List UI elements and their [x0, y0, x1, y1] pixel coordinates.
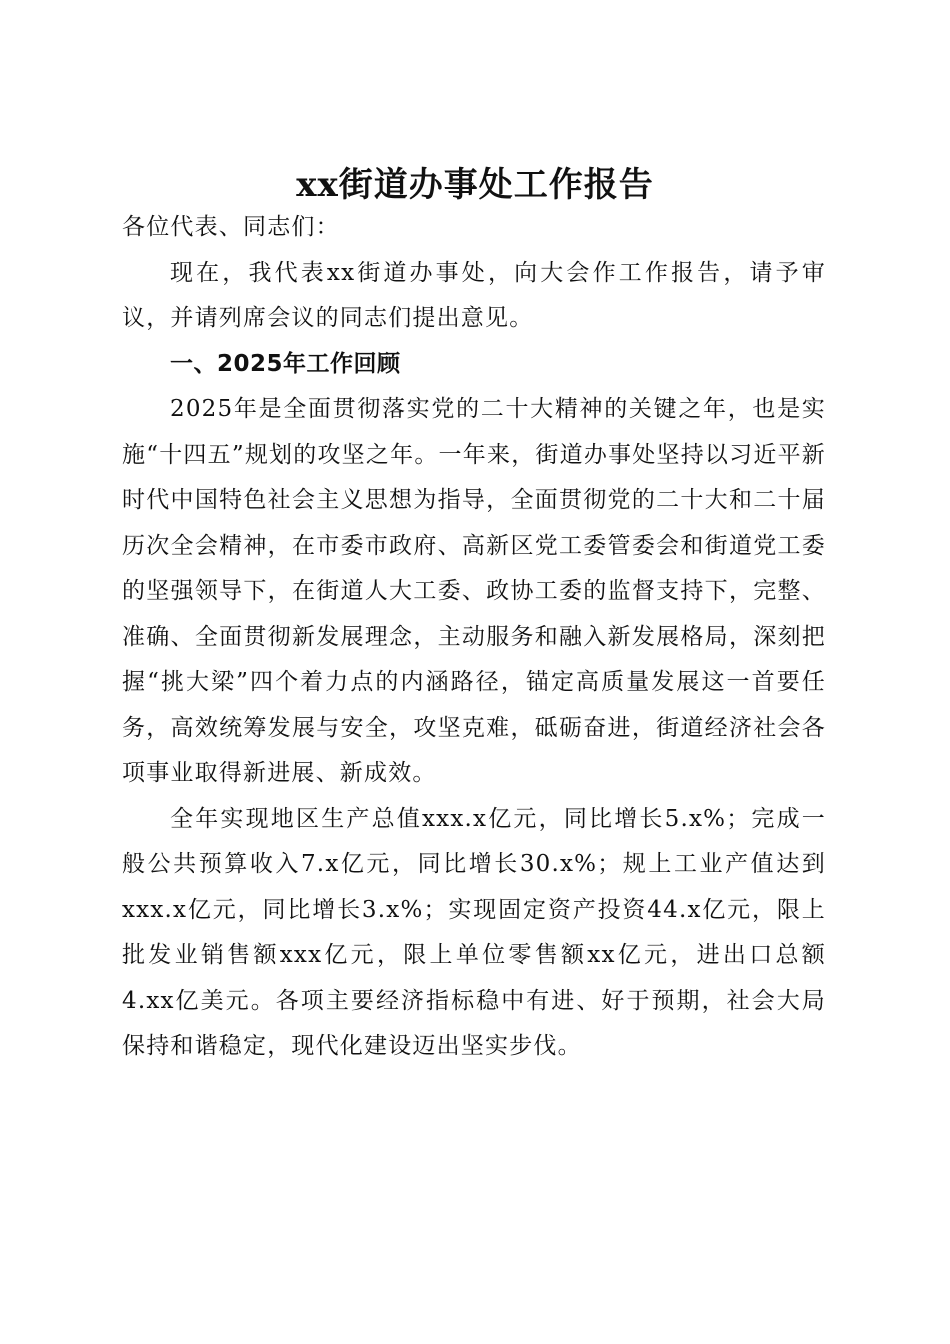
- section-heading: 一、2025年工作回顾: [170, 350, 401, 377]
- document-body: [122, 205, 826, 1070]
- intro-paragraph: 现在，我代表xx街道办事处，向大会作工作报告，请予审议，并请列席会议的同志们提出意见。: [122, 259, 826, 331]
- salutation: 各位代表、同志们：: [122, 214, 340, 240]
- document-title: xx街道办事处工作报告: [296, 164, 654, 205]
- economic-indicators-paragraph: 全年实现地区生产总值xxx.x亿元，同比增长5.x%；完成一般公共预算收入7.x亿元，同比增长30.x%；规上工业产值达到xxx.x亿元，同比增长3.x%；实现固定资产投资44.x亿元，限上批发业销售额xxx亿元，限上单位零售额xx亿元，进出口总额4.xx亿美元。各项主要经济指标稳中有进、好于预期，社会大局保持和谐稳定，现代化建设迈出坚实步伐。: [122, 805, 826, 1059]
- review-paragraph: 2025年是全面贯彻落实党的二十大精神的关键之年，也是实施“十四五”规划的攻坚之年。一年来，街道办事处坚持以习近平新时代中国特色社会主义思想为指导，全面贯彻党的二十大和二十届历次全会精神，在市委市政府、高新区党工委管委会和街道党工委的坚强领导下，在街道人大工委、政协工委的监督支持下，完整、准确、全面贯彻新发展理念，主动服务和融入新发展格局，深刻把握“挑大梁”四个着力点的内涵路径，锚定高质量发展这一首要任务，高效统筹发展与安全，攻坚克难，砥砺奋进，街道经济社会各项事业取得新进展、新成效。: [122, 396, 826, 786]
